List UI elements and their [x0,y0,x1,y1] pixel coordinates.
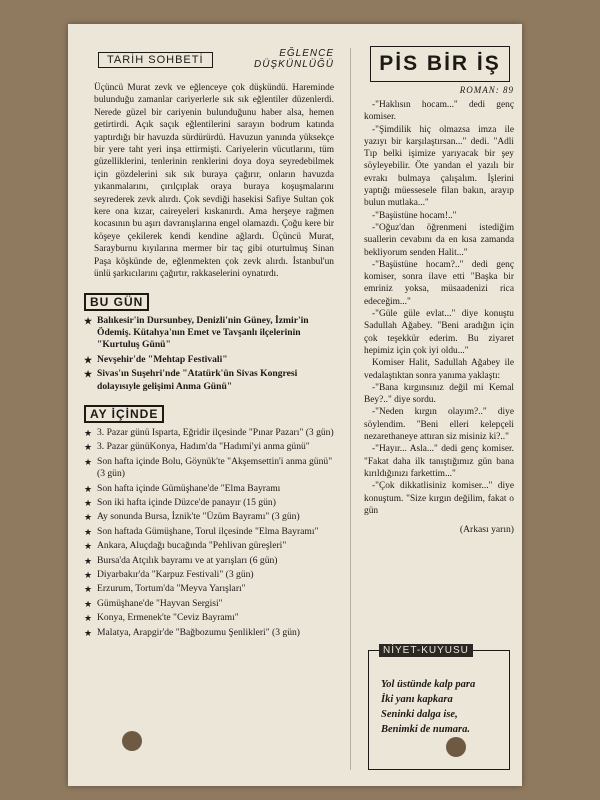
list-item: ★ Nevşehir'de "Mehtap Festivali" [84,353,228,365]
list-item: ★ Son hafta içinde Bolu, Göynük'te "Akşemsettin'i anma günü" (3 gün) [84,455,333,480]
continued-note: (Arkası yarın) [459,524,514,536]
list-item: ★ 3. Pazar günü Isparta, Eğridir ilçesinde "Pınar Pazarı" (3 gün) [84,426,334,438]
ayicinde-header: AY İÇİNDE [84,405,334,423]
paragraph: -"Çok dikkatlisiniz komiser..." diye konuştum. "Size kırgın değilim, fakat o gün [364,481,514,516]
list-item: ★ Konya, Ermenek'te "Ceviz Bayramı" [84,612,239,624]
history-article: Üçüncü Murat zevk ve eğlenceye çok düşkündü. Hareminde bulunduğu zamanlar cariyerlerle sık sık eğlentiler düzenlerdi. Nerede güzel bir cariyenin bulunduğunu haber alsa, hemen getirtirdi. Açık saçık eğlentilerini sarayın bodrum katında yaptırdığı bir havuzda sürdürürdü. Havuzun yanında yüksekçe bir yere taht yeri inşa ettirmişti. Cariyelerin vücutlarını, tüm güzelliklerini, tenlerinin renklerini doya doya seyredebilmek için gözdelerini sık sık buraya çağırır, onların havuzda yıkanmalarını, çırılçıplak oraya buraya koşuşmalarını seyrederek zevk alırdı. Çok sevdiği hasekisi Safiye Sultan çok kere ona kızar, caireyeleri kıskanırdı. Ama herşeye rağmen kocasının bu aşırı davranışlarına engel olamazdı. Çoğu kere bir köşeye çekilerek kendi kendine ağlardı. Üçüncü Murat, Sarayburnu kıyılarına mermer bir taç gibi oturtulmuş Sinan Paşa köşkünde de, eğlenmekten çok zevk alırdı. İstanbul'un ünlü şarkıcılarını çağırtır, rakkaselerini oynatırdı. [94,83,334,280]
niyet-label: NİYET-KUYUSU [379,644,473,657]
list-item: ★ Son haftada Gümüşhane, Torul ilçesinde "Elma Bayramı" [84,525,319,537]
section-label: TARİH SOHBETİ [98,52,213,68]
left-column [78,44,334,641]
poem: Yol üstünde kalp para İki yanı kapkara Seninki dalga ise, Benimki de numara. [381,679,476,735]
list-item: ★ Erzurum, Tortum'da "Meyva Yarışları" [84,583,246,595]
paragraph: -"Oğuz'dan öğrenmeni istediğim suallerin cevabını da en kısa zamanda bekliyorum senden Halit..." [364,222,514,258]
punch-hole [446,737,466,757]
bugun-list [78,315,334,393]
list-item: ★ Diyarbakır'da "Karpuz Festivali" (3 gün) [84,569,254,580]
list-item: ★ 3. Pazar günüKonya, Hadım'da "Hadımi'yi anma günü" [84,441,310,453]
tarih-sohbeti-header [78,44,334,78]
article-title: EĞLENCE DÜŞKÜNLÜĞÜ [253,48,334,70]
paragraph: -"Haklısın hocam..." dedi genç komiser. [364,100,514,123]
roman-number: ROMAN: 89 [459,85,514,95]
paragraph: -"Başüstüne hocam?.." dedi genç komiser, sonra ilave etti "Başka bir emriniz yoksa, müsaadenizi rica edeceğim..." [364,259,514,307]
paragraph: -"Şimdilik hiç olmazsa imza ile yazıyı bir karşılaştırsan..." dedi. "Adli Tıp belki işimize yarıyacak bir şey söyleyebilir. Öte yandan el yazılı bir evrakı bulmaya çalışalım. İşlerini yaptığı müessesele filan bakın, arayıp bulun mutlaka..." [364,124,514,209]
paragraph: Komiser Halit, Sadullah Ağabey ile vedalaştıktan sonra yanıma yaklaştı: [364,358,514,381]
serial-title: PİS BİR İŞ [370,46,510,82]
paragraph: -"Başüstüne hocam!.." [372,210,457,221]
list-item: ★ Son iki hafta içinde Düzce'de panayır (15 gün) [84,496,276,508]
niyet-kuyusu-box [368,645,510,770]
list-item: ★ Malatya, Arapgir'de "Bağbozumu Şenlikleri" (3 gün) [84,626,300,638]
serial-text [364,99,514,517]
ayicinde-list [78,427,334,639]
list-item: ★ Ay sonunda Bursa, İznik'te "Üzüm Bayramı" (3 gün) [84,511,300,523]
paragraph: -"Hayır... Asla..." dedi genç komiser. "Fakat daha ilk tanıştığımız gün bana kırıldığınızı farkettim..." [364,444,514,479]
paragraph: -"Neden kırgın olayım?.." diye söylendim. "Beni elleri kelepçeli nezarethaneye attıran siz misiniz ki?.." [364,407,514,443]
right-column [364,46,514,535]
list-item: ★ Sivas'ın Suşehri'nde "Atatürk'ün Sivas Kongresi dolayısıyle gelişimi Anma Günü" [84,368,298,392]
list-item: ★ Gümüşhane'de "Hayvan Sergisi" [84,597,223,609]
list-item: ★ Ankara, Aluçdağı bucağında "Pehlivan güreşleri" [84,540,287,552]
list-item: ★ Bursa'da Atçılık bayramı ve at yarışları (6 gün) [84,554,278,566]
paragraph: -"Güle güle evlat..." diye konuştu Sadullah Ağabey. "Beni aradığın için çok teşekkür ederim. Bu ziyaret hepimiz için çok iyi oldu..." [364,309,514,356]
column-divider [350,48,351,770]
list-item: ★ Son hafta içinde Gümüşhane'de "Elma Bayramı [84,482,281,494]
list-item: ★ Balıkesir'in Dursunbey, Denizli'nin Güney, İzmir'in Ödemiş. Kütahya'nın Emet ve Tavşanlı ilçelerinin "Kurtuluş Günü" [84,314,309,351]
punch-hole [122,731,142,751]
newspaper-page [68,24,522,786]
paragraph: -"Bana kırgınsınız değil mi Kemal Bey?.." diye sordu. [364,382,514,406]
bugun-header: BU GÜN [84,293,334,311]
